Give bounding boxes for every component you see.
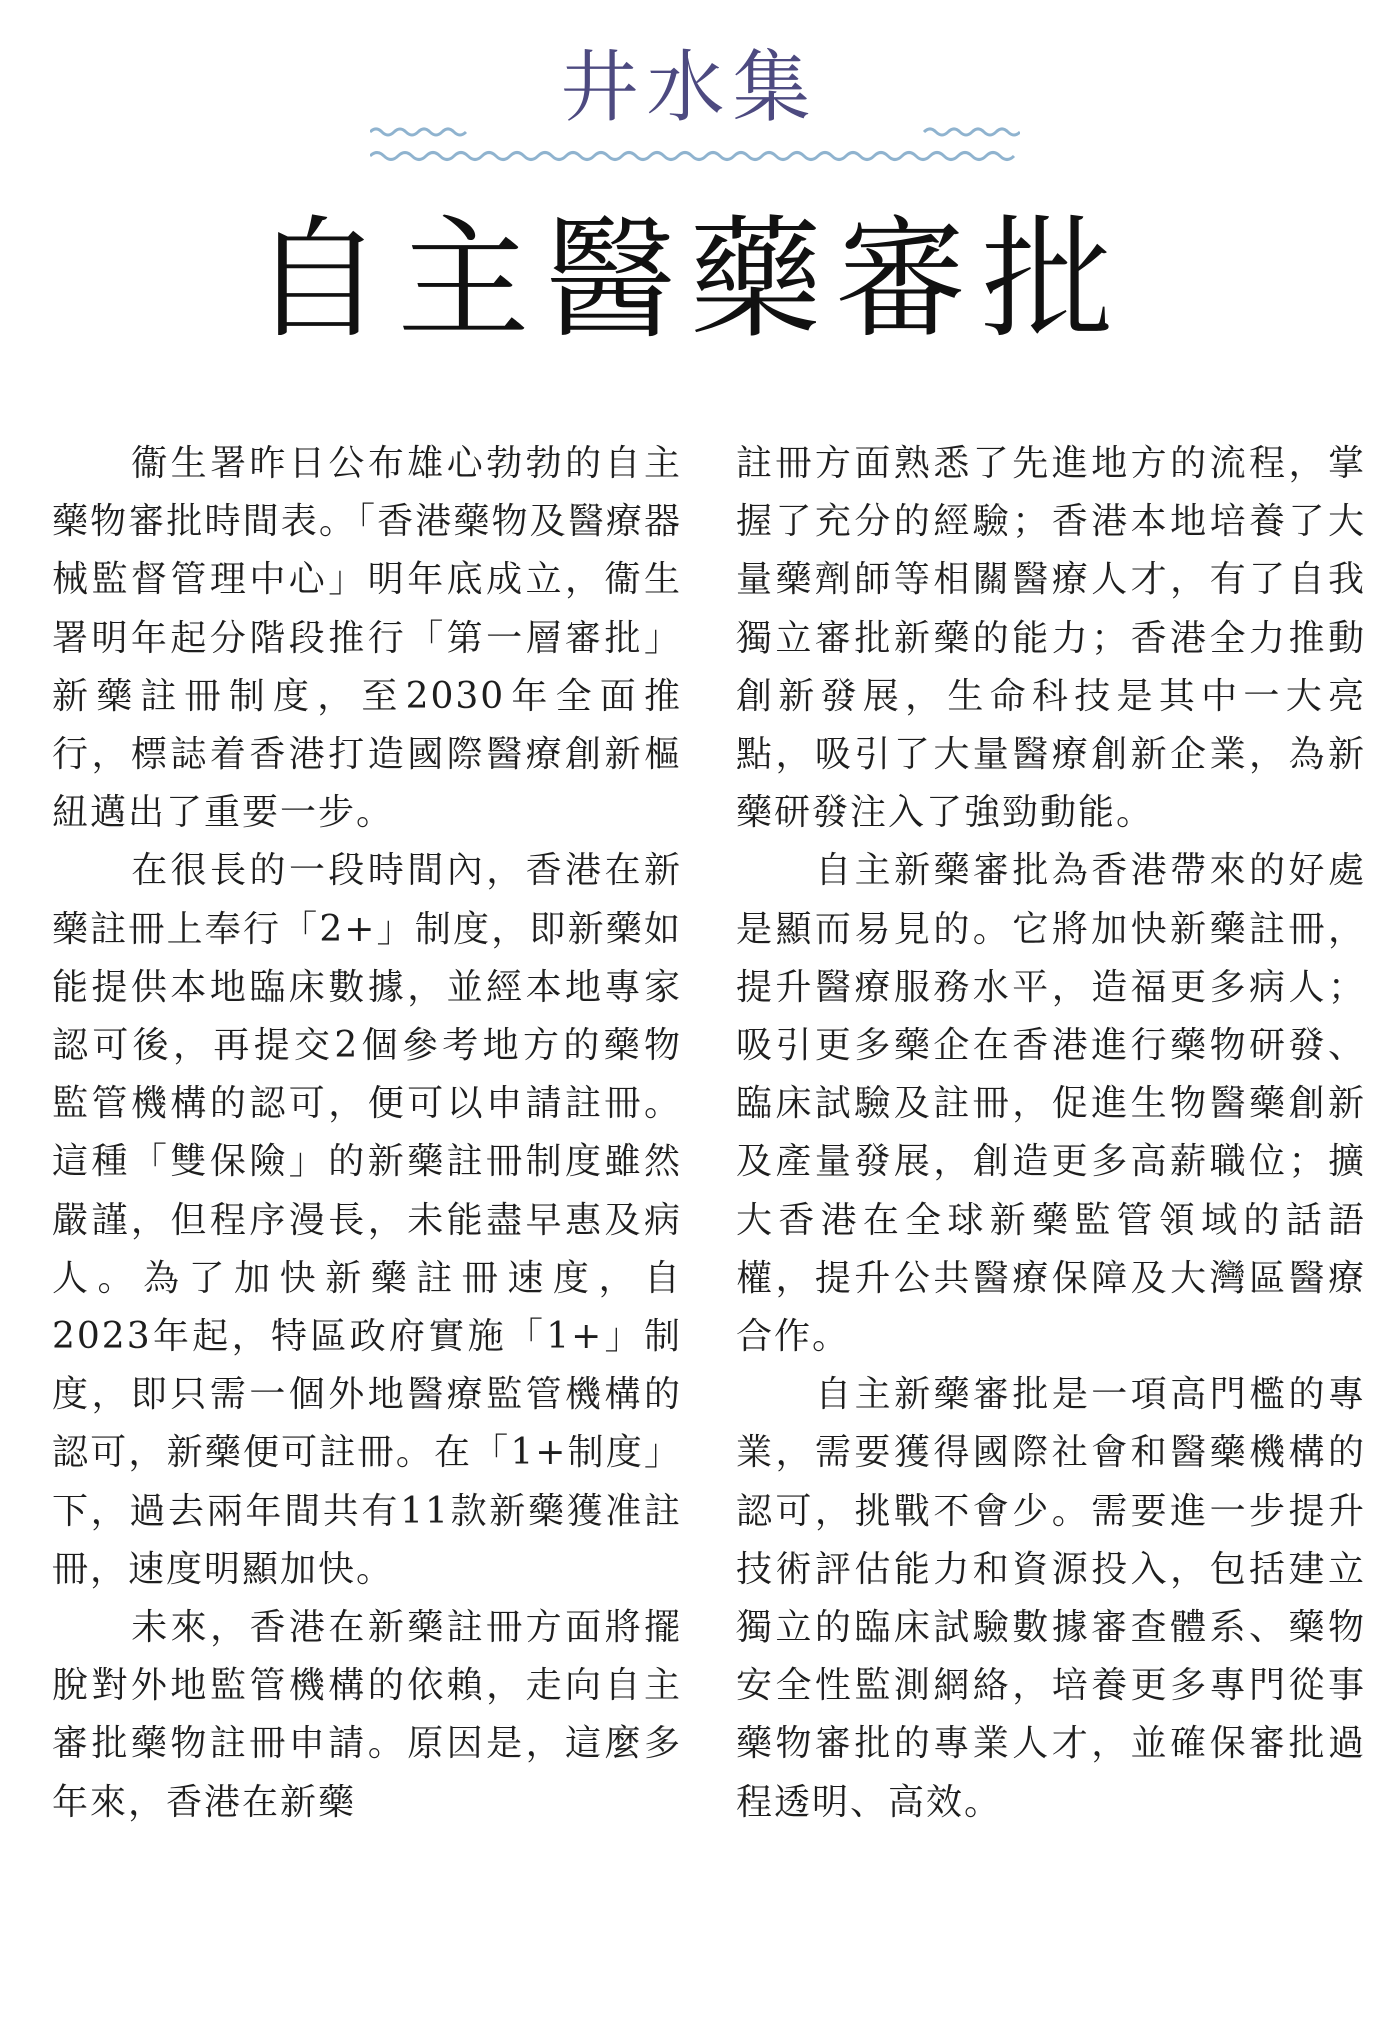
- wave-left-top: [370, 129, 466, 135]
- paragraph: 自主新藥審批為香港帶來的好處是顯而易見的。它將加快新藥註冊，提升醫療服務水平，造福更多病人；吸引更多藥企在香港進行藥物研發、臨床試驗及註冊，促進生物醫藥創新及產量發展，創造更多高薪職位；擴大香港在全球新藥監管領域的話語權，提升公共醫療保障及大灣區醫療合作。: [736, 850, 1366, 1358]
- wave-full: [370, 153, 1014, 160]
- paragraph: 衞生署昨日公布雄心勃勃的自主藥物審批時間表。「香港藥物及醫療器械監督管理中心」明年底成立，衞生署明年起分階段推行「第一層審批」新藥註冊制度，至2030年全面推行，標誌着香港打造國際醫療創新樞紐邁出了重要一步。: [52, 443, 682, 834]
- article-column-left: [52, 435, 682, 1832]
- paragraph: 自主新藥審批是一項高門檻的專業，需要獲得國際社會和醫藥機構的認可，挑戰不會少。需要進一步提升技術評估能力和資源投入，包括建立獨立的臨床試驗數據審查體系、藥物安全性監測網絡，培養更多專門從事藥物審批的專業人才，並確保審批過程透明、高效。: [736, 1374, 1366, 1823]
- paragraph: 註冊方面熟悉了先進地方的流程，掌握了充分的經驗；香港本地培養了大量藥劑師等相關醫療人才，有了自我獨立審批新藥的能力；香港全力推動創新發展，生命科技是其中一大亮點，吸引了大量醫療創新企業，為新藥研發注入了強勁動能。: [736, 443, 1366, 834]
- headline: 自主醫藥審批: [251, 203, 1128, 357]
- paragraph: 未來，香港在新藥註冊方面將擺脫對外地監管機構的依賴，走向自主審批藥物註冊申請。原因是，這麼多年來，香港在新藥: [52, 1607, 682, 1823]
- wave-right-top: [924, 129, 1020, 135]
- article-column-right: [736, 435, 1366, 1832]
- wave-ornament: [370, 122, 1020, 168]
- paragraph: 在很長的一段時間內，香港在新藥註冊上奉行「2+」制度，即新藥如能提供本地臨床數據，並經本地專家認可後，再提交2個參考地方的藥物監管機構的認可，便可以申請註冊。這種「雙保險」的新藥註冊制度雖然嚴謹，但程序漫長，未能盡早惠及病人。為了加快新藥註冊速度，自2023年起，特區政府實施「1+」制度，即只需一個外地醫療監管機構的認可，新藥便可註冊。在「1+制度」下，過去兩年間共有11款新藥獲准註冊，速度明顯加快。: [52, 850, 682, 1590]
- column-name: 井水集: [560, 43, 819, 133]
